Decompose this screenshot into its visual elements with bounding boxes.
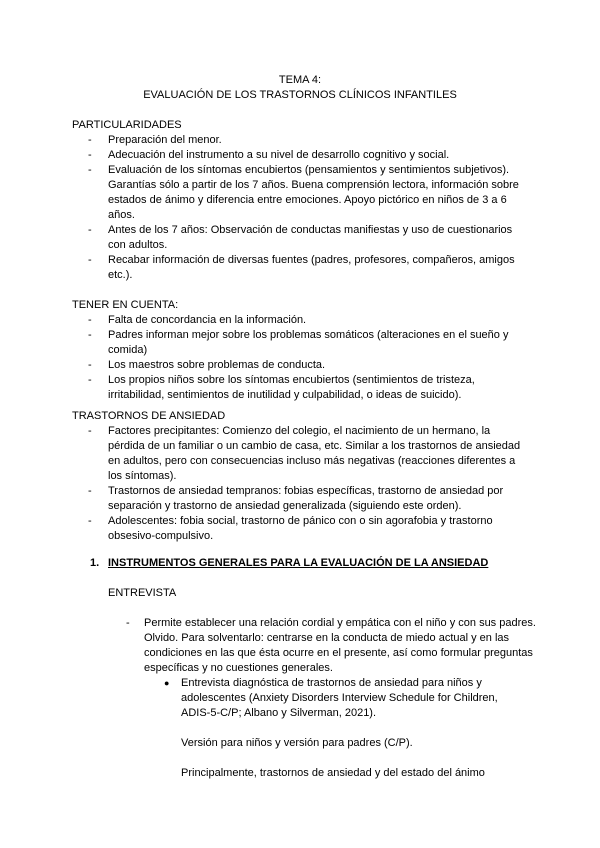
dash-marker: - — [88, 149, 92, 161]
dash-marker: - — [88, 374, 92, 386]
list-item-text: Evaluación de los síntomas encubiertos (pensamientos y sentimientos subjetivos). Garantías sólo a partir de los 7 años. Buena comprensión lectora, información sobre estados de ánimo y diferencia entre emociones. Apoyo pictórico en niños de 3 a 6 años. — [108, 164, 519, 221]
list-item-text: Los propios niños sobre los síntomas encubiertos (sentimientos de tristeza, irritabilidad, sentimientos de inutilidad y culpabilidad, o ideas de suicido). — [108, 374, 475, 401]
list-item-text: Permite establecer una relación cordial y empática con el niño y con sus padres. Olvido. Para solventarlo: centrarse en la conducta de miedo actual y en las condiciones en las que ésta ocurre en el presente, así como formular preguntas específicas y no cuestiones generales. — [144, 617, 536, 674]
dash-marker: - — [88, 515, 92, 527]
tener-heading: TENER EN CUENTA: — [72, 299, 179, 311]
list-item-text: Recabar información de diversas fuentes (padres, profesores, compañeros, amigos etc.). — [108, 254, 515, 281]
list-item-text: Trastornos de ansiedad tempranos: fobias específicas, trastorno de ansiedad por separación y trastorno de ansiedad generalizada (siguiendo este orden). — [108, 485, 504, 512]
dash-marker: - — [88, 329, 92, 341]
doc-title-line2: EVALUACIÓN DE LOS TRASTORNOS CLÍNICOS INFANTILES — [143, 89, 457, 101]
dash-marker: - — [88, 359, 92, 371]
section-title: INSTRUMENTOS GENERALES PARA LA EVALUACIÓN DE LA ANSIEDAD — [108, 557, 489, 569]
dash-marker: - — [88, 254, 92, 266]
dash-marker: - — [88, 485, 92, 497]
section-heading — [90, 556, 488, 571]
paragraph: Principalmente, trastornos de ansiedad y del estado del ánimo — [181, 767, 485, 779]
list-item-text: Padres informan mejor sobre los problemas somáticos (alteraciones en el sueño y comida) — [108, 329, 509, 356]
list-item-text: Adolescentes: fobia social, trastorno de pánico con o sin agorafobia y trastorno obsesivo-compulsivo. — [108, 515, 493, 542]
dash-marker: - — [88, 224, 92, 236]
section-number: 1. — [90, 557, 100, 569]
dash-marker: - — [88, 425, 92, 437]
list-item-text: Antes de los 7 años: Observación de conductas manifiestas y uso de cuestionarios con adultos. — [108, 224, 513, 251]
particularidades-heading: PARTICULARIDADES — [72, 119, 182, 131]
dash-marker: - — [126, 617, 130, 629]
paragraph: Versión para niños y versión para padres (C/P). — [181, 737, 413, 749]
dash-marker: - — [88, 134, 92, 146]
dash-marker: - — [88, 164, 92, 176]
doc-title-line1: TEMA 4: — [278, 74, 322, 86]
bullet-icon: ● — [164, 678, 170, 688]
list-item-text: Los maestros sobre problemas de conducta. — [108, 359, 326, 371]
bullet-item-text: Entrevista diagnóstica de trastornos de ansiedad para niños y adolescentes (Anxiety Disorders Interview Schedule for Children, ADIS-5-C/P; Albano y Silverman, 2021). — [181, 677, 498, 719]
subsection-heading: ENTREVISTA — [108, 587, 177, 599]
ansiedad-heading: TRASTORNOS DE ANSIEDAD — [72, 410, 226, 422]
list-item-text: Falta de concordancia en la información. — [108, 314, 307, 326]
list-item-text: Adecuación del instrumento a su nivel de desarrollo cognitivo y social. — [108, 149, 450, 161]
list-item-text: Preparación del menor. — [108, 134, 222, 146]
list-item-text: Factores precipitantes: Comienzo del colegio, el nacimiento de un hermano, la pérdida de un familiar o un cambio de casa, etc. Similar a los trastornos de ansiedad en adultos, pero con consecuencias incluso más negativas (reacciones diferentes a los síntomas). — [108, 425, 521, 482]
dash-marker: - — [88, 314, 92, 326]
